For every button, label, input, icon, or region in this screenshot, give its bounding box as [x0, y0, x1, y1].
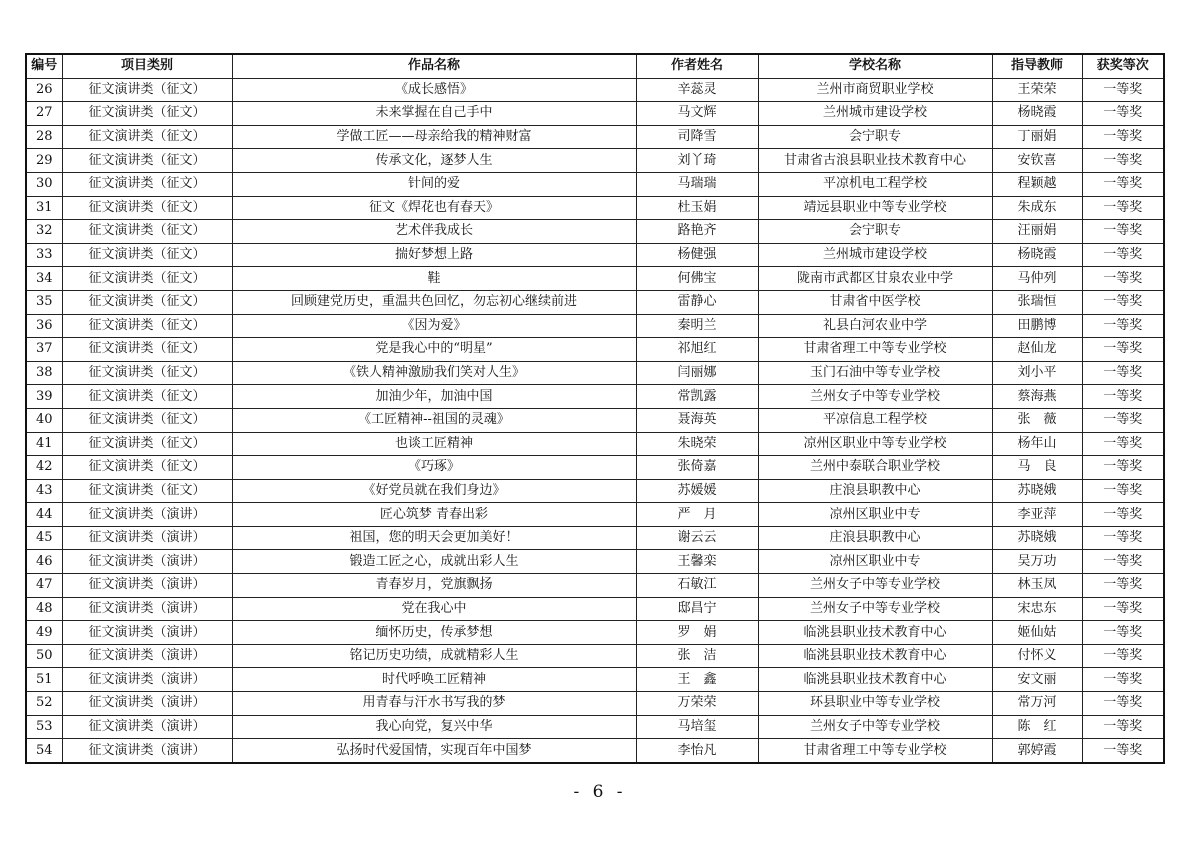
cell-category: 征文演讲类（演讲） [62, 739, 232, 763]
cell-teacher: 朱成东 [992, 196, 1082, 220]
cell-category: 征文演讲类（征文） [62, 385, 232, 409]
cell-author: 严 月 [636, 503, 758, 527]
cell-author: 常凯露 [636, 385, 758, 409]
award-table [25, 53, 1165, 764]
cell-school: 会宁职专 [758, 220, 992, 244]
header-award: 获奖等次 [1082, 54, 1164, 78]
cell-author: 石敏江 [636, 574, 758, 598]
cell-school: 临洮县职业技术教育中心 [758, 668, 992, 692]
cell-teacher: 张瑞恒 [992, 290, 1082, 314]
cell-category: 征文演讲类（征文） [62, 196, 232, 220]
cell-work-title: 《成长感悟》 [232, 78, 636, 102]
header-work-title: 作品名称 [232, 54, 636, 78]
cell-number: 32 [26, 220, 62, 244]
cell-category: 征文演讲类（演讲） [62, 668, 232, 692]
cell-teacher: 杨晓霞 [992, 243, 1082, 267]
cell-category: 征文演讲类（征文） [62, 314, 232, 338]
cell-teacher: 姬仙姑 [992, 621, 1082, 645]
header-category: 项目类别 [62, 54, 232, 78]
cell-work-title: 青春岁月，党旗飘扬 [232, 574, 636, 598]
cell-category: 征文演讲类（征文） [62, 432, 232, 456]
cell-school: 平凉信息工程学校 [758, 408, 992, 432]
cell-work-title: 《巧琢》 [232, 456, 636, 480]
cell-author: 张倚嘉 [636, 456, 758, 480]
cell-work-title: 揣好梦想上路 [232, 243, 636, 267]
cell-author: 杜玉娟 [636, 196, 758, 220]
cell-teacher: 蔡海燕 [992, 385, 1082, 409]
cell-award: 一等奖 [1082, 78, 1164, 102]
cell-category: 征文演讲类（演讲） [62, 550, 232, 574]
cell-category: 征文演讲类（演讲） [62, 597, 232, 621]
cell-award: 一等奖 [1082, 314, 1164, 338]
cell-teacher: 赵仙龙 [992, 338, 1082, 362]
cell-number: 28 [26, 125, 62, 149]
cell-work-title: 党在我心中 [232, 597, 636, 621]
cell-category: 征文演讲类（演讲） [62, 503, 232, 527]
cell-school: 平凉机电工程学校 [758, 172, 992, 196]
cell-work-title: 时代呼唤工匠精神 [232, 668, 636, 692]
cell-school: 甘肃省中医学校 [758, 290, 992, 314]
table-row [26, 597, 1164, 621]
cell-teacher: 马 良 [992, 456, 1082, 480]
table-row [26, 503, 1164, 527]
cell-teacher: 常万河 [992, 692, 1082, 716]
cell-award: 一等奖 [1082, 102, 1164, 126]
cell-number: 29 [26, 149, 62, 173]
table-row [26, 290, 1164, 314]
cell-category: 征文演讲类（演讲） [62, 574, 232, 598]
table-header-row [26, 54, 1164, 78]
cell-author: 马文辉 [636, 102, 758, 126]
table-row [26, 621, 1164, 645]
cell-author: 闫丽娜 [636, 361, 758, 385]
cell-work-title: 《工匠精神--祖国的灵魂》 [232, 408, 636, 432]
header-number: 编号 [26, 54, 62, 78]
cell-award: 一等奖 [1082, 503, 1164, 527]
cell-category: 征文演讲类（征文） [62, 149, 232, 173]
cell-number: 52 [26, 692, 62, 716]
cell-work-title: 也谈工匠精神 [232, 432, 636, 456]
cell-category: 征文演讲类（征文） [62, 78, 232, 102]
cell-school: 凉州区职业中等专业学校 [758, 432, 992, 456]
cell-number: 39 [26, 385, 62, 409]
cell-number: 45 [26, 526, 62, 550]
cell-category: 征文演讲类（演讲） [62, 621, 232, 645]
cell-teacher: 张 薇 [992, 408, 1082, 432]
cell-work-title: 党是我心中的“明星” [232, 338, 636, 362]
table-row [26, 149, 1164, 173]
cell-number: 49 [26, 621, 62, 645]
cell-school: 兰州城市建设学校 [758, 243, 992, 267]
cell-award: 一等奖 [1082, 526, 1164, 550]
cell-teacher: 吴万功 [992, 550, 1082, 574]
cell-work-title: 加油少年，加油中国 [232, 385, 636, 409]
cell-number: 34 [26, 267, 62, 291]
cell-school: 凉州区职业中专 [758, 550, 992, 574]
cell-teacher: 丁丽娟 [992, 125, 1082, 149]
cell-category: 征文演讲类（征文） [62, 408, 232, 432]
cell-teacher: 田鹏博 [992, 314, 1082, 338]
cell-teacher: 杨晓霞 [992, 102, 1082, 126]
cell-category: 征文演讲类（征文） [62, 479, 232, 503]
cell-work-title: 我心向党，复兴中华 [232, 715, 636, 739]
cell-work-title: 未来掌握在自己手中 [232, 102, 636, 126]
cell-school: 陇南市武都区甘泉农业中学 [758, 267, 992, 291]
table-row [26, 102, 1164, 126]
header-author: 作者姓名 [636, 54, 758, 78]
cell-award: 一等奖 [1082, 715, 1164, 739]
header-teacher: 指导教师 [992, 54, 1082, 78]
table-row [26, 338, 1164, 362]
cell-award: 一等奖 [1082, 479, 1164, 503]
cell-award: 一等奖 [1082, 644, 1164, 668]
cell-award: 一等奖 [1082, 385, 1164, 409]
cell-work-title: 弘扬时代爱国情，实现百年中国梦 [232, 739, 636, 763]
table-row [26, 526, 1164, 550]
cell-award: 一等奖 [1082, 267, 1164, 291]
cell-number: 27 [26, 102, 62, 126]
cell-number: 48 [26, 597, 62, 621]
cell-author: 张 洁 [636, 644, 758, 668]
cell-author: 何佛宝 [636, 267, 758, 291]
cell-teacher: 王荣荣 [992, 78, 1082, 102]
cell-author: 朱晓荣 [636, 432, 758, 456]
table-row [26, 644, 1164, 668]
cell-category: 征文演讲类（征文） [62, 220, 232, 244]
cell-category: 征文演讲类（演讲） [62, 692, 232, 716]
page-number: - 6 - [573, 782, 627, 802]
cell-author: 辛蕊灵 [636, 78, 758, 102]
cell-school: 甘肃省古浪县职业技术教育中心 [758, 149, 992, 173]
cell-award: 一等奖 [1082, 692, 1164, 716]
table-row [26, 408, 1164, 432]
cell-work-title: 锻造工匠之心，成就出彩人生 [232, 550, 636, 574]
cell-school: 环县职业中等专业学校 [758, 692, 992, 716]
cell-teacher: 宋忠东 [992, 597, 1082, 621]
cell-work-title: 学做工匠——母亲给我的精神财富 [232, 125, 636, 149]
table-row [26, 385, 1164, 409]
cell-award: 一等奖 [1082, 668, 1164, 692]
cell-work-title: 鞋 [232, 267, 636, 291]
cell-category: 征文演讲类（演讲） [62, 644, 232, 668]
cell-school: 甘肃省理工中等专业学校 [758, 338, 992, 362]
cell-teacher: 刘小平 [992, 361, 1082, 385]
table-row [26, 692, 1164, 716]
cell-number: 33 [26, 243, 62, 267]
cell-award: 一等奖 [1082, 361, 1164, 385]
cell-number: 50 [26, 644, 62, 668]
cell-author: 聂海英 [636, 408, 758, 432]
cell-teacher: 杨年山 [992, 432, 1082, 456]
table-row [26, 196, 1164, 220]
cell-author: 秦明兰 [636, 314, 758, 338]
table-row [26, 432, 1164, 456]
table-row [26, 243, 1164, 267]
cell-work-title: 用青春与汗水书写我的梦 [232, 692, 636, 716]
cell-number: 36 [26, 314, 62, 338]
cell-category: 征文演讲类（征文） [62, 243, 232, 267]
cell-author: 刘丫琦 [636, 149, 758, 173]
cell-award: 一等奖 [1082, 597, 1164, 621]
cell-author: 司降雪 [636, 125, 758, 149]
cell-school: 礼县白河农业中学 [758, 314, 992, 338]
cell-award: 一等奖 [1082, 739, 1164, 763]
cell-author: 李怡凡 [636, 739, 758, 763]
cell-teacher: 马仲列 [992, 267, 1082, 291]
cell-school: 兰州女子中等专业学校 [758, 574, 992, 598]
table-row [26, 125, 1164, 149]
cell-work-title: 《因为爱》 [232, 314, 636, 338]
table-row [26, 172, 1164, 196]
cell-work-title: 祖国，您的明天会更加美好！ [232, 526, 636, 550]
cell-work-title: 《好党员就在我们身边》 [232, 479, 636, 503]
cell-author: 王 鑫 [636, 668, 758, 692]
cell-category: 征文演讲类（征文） [62, 456, 232, 480]
cell-category: 征文演讲类（征文） [62, 361, 232, 385]
cell-author: 苏媛媛 [636, 479, 758, 503]
cell-school: 临洮县职业技术教育中心 [758, 621, 992, 645]
cell-work-title: 缅怀历史，传承梦想 [232, 621, 636, 645]
cell-author: 万荣荣 [636, 692, 758, 716]
cell-school: 兰州中泰联合职业学校 [758, 456, 992, 480]
cell-work-title: 回顾建党历史，重温共色回忆，勿忘初心继续前进 [232, 290, 636, 314]
cell-number: 30 [26, 172, 62, 196]
cell-number: 46 [26, 550, 62, 574]
table-row [26, 267, 1164, 291]
cell-school: 会宁职专 [758, 125, 992, 149]
cell-teacher: 程颖越 [992, 172, 1082, 196]
cell-award: 一等奖 [1082, 172, 1164, 196]
cell-school: 兰州城市建设学校 [758, 102, 992, 126]
cell-author: 罗 娟 [636, 621, 758, 645]
table-row [26, 314, 1164, 338]
cell-category: 征文演讲类（征文） [62, 267, 232, 291]
cell-author: 王馨栾 [636, 550, 758, 574]
cell-award: 一等奖 [1082, 149, 1164, 173]
cell-category: 征文演讲类（征文） [62, 338, 232, 362]
cell-number: 42 [26, 456, 62, 480]
cell-number: 41 [26, 432, 62, 456]
cell-award: 一等奖 [1082, 574, 1164, 598]
cell-category: 征文演讲类（征文） [62, 172, 232, 196]
cell-number: 51 [26, 668, 62, 692]
cell-author: 杨健强 [636, 243, 758, 267]
cell-number: 43 [26, 479, 62, 503]
cell-school: 兰州女子中等专业学校 [758, 385, 992, 409]
cell-work-title: 征文《焊花也有春天》 [232, 196, 636, 220]
cell-teacher: 苏晓娥 [992, 526, 1082, 550]
award-table-sheet [25, 53, 1163, 764]
cell-teacher: 付怀义 [992, 644, 1082, 668]
cell-work-title: 传承文化，逐梦人生 [232, 149, 636, 173]
cell-teacher: 郭婷霞 [992, 739, 1082, 763]
cell-school: 庄浪县职教中心 [758, 479, 992, 503]
table-row [26, 361, 1164, 385]
cell-school: 玉门石油中等专业学校 [758, 361, 992, 385]
cell-award: 一等奖 [1082, 408, 1164, 432]
cell-number: 38 [26, 361, 62, 385]
cell-work-title: 艺术伴我成长 [232, 220, 636, 244]
cell-award: 一等奖 [1082, 220, 1164, 244]
cell-author: 邸昌宁 [636, 597, 758, 621]
cell-award: 一等奖 [1082, 338, 1164, 362]
table-row [26, 574, 1164, 598]
cell-category: 征文演讲类（演讲） [62, 526, 232, 550]
cell-number: 44 [26, 503, 62, 527]
cell-number: 37 [26, 338, 62, 362]
cell-author: 马培玺 [636, 715, 758, 739]
table-row [26, 479, 1164, 503]
cell-number: 54 [26, 739, 62, 763]
cell-work-title: 匠心筑梦 青春出彩 [232, 503, 636, 527]
cell-number: 40 [26, 408, 62, 432]
cell-teacher: 苏晓娥 [992, 479, 1082, 503]
table-row [26, 456, 1164, 480]
table-body [26, 78, 1164, 763]
cell-school: 兰州女子中等专业学校 [758, 715, 992, 739]
cell-category: 征文演讲类（征文） [62, 102, 232, 126]
cell-work-title: 《铁人精神激励我们笑对人生》 [232, 361, 636, 385]
cell-award: 一等奖 [1082, 243, 1164, 267]
header-school: 学校名称 [758, 54, 992, 78]
cell-work-title: 铭记历史功绩，成就精彩人生 [232, 644, 636, 668]
cell-award: 一等奖 [1082, 456, 1164, 480]
cell-number: 53 [26, 715, 62, 739]
cell-category: 征文演讲类（征文） [62, 290, 232, 314]
cell-author: 马瑞瑞 [636, 172, 758, 196]
table-row [26, 715, 1164, 739]
table-row [26, 739, 1164, 763]
cell-author: 祁旭红 [636, 338, 758, 362]
cell-teacher: 安文丽 [992, 668, 1082, 692]
cell-award: 一等奖 [1082, 290, 1164, 314]
cell-award: 一等奖 [1082, 432, 1164, 456]
cell-teacher: 安钦喜 [992, 149, 1082, 173]
cell-number: 47 [26, 574, 62, 598]
cell-work-title: 针间的爱 [232, 172, 636, 196]
cell-school: 甘肃省理工中等专业学校 [758, 739, 992, 763]
cell-category: 征文演讲类（演讲） [62, 715, 232, 739]
cell-school: 凉州区职业中专 [758, 503, 992, 527]
table-row [26, 668, 1164, 692]
cell-number: 35 [26, 290, 62, 314]
cell-number: 26 [26, 78, 62, 102]
table-row [26, 78, 1164, 102]
cell-author: 雷静心 [636, 290, 758, 314]
table-row [26, 220, 1164, 244]
cell-teacher: 林玉凤 [992, 574, 1082, 598]
cell-number: 31 [26, 196, 62, 220]
cell-school: 庄浪县职教中心 [758, 526, 992, 550]
cell-teacher: 陈 红 [992, 715, 1082, 739]
cell-category: 征文演讲类（征文） [62, 125, 232, 149]
cell-author: 路艳齐 [636, 220, 758, 244]
cell-school: 临洮县职业技术教育中心 [758, 644, 992, 668]
cell-teacher: 李亚萍 [992, 503, 1082, 527]
cell-award: 一等奖 [1082, 621, 1164, 645]
cell-teacher: 汪丽娟 [992, 220, 1082, 244]
cell-award: 一等奖 [1082, 125, 1164, 149]
cell-school: 兰州市商贸职业学校 [758, 78, 992, 102]
cell-award: 一等奖 [1082, 196, 1164, 220]
cell-school: 靖远县职业中等专业学校 [758, 196, 992, 220]
table-row [26, 550, 1164, 574]
cell-author: 谢云云 [636, 526, 758, 550]
cell-school: 兰州女子中等专业学校 [758, 597, 992, 621]
cell-award: 一等奖 [1082, 550, 1164, 574]
